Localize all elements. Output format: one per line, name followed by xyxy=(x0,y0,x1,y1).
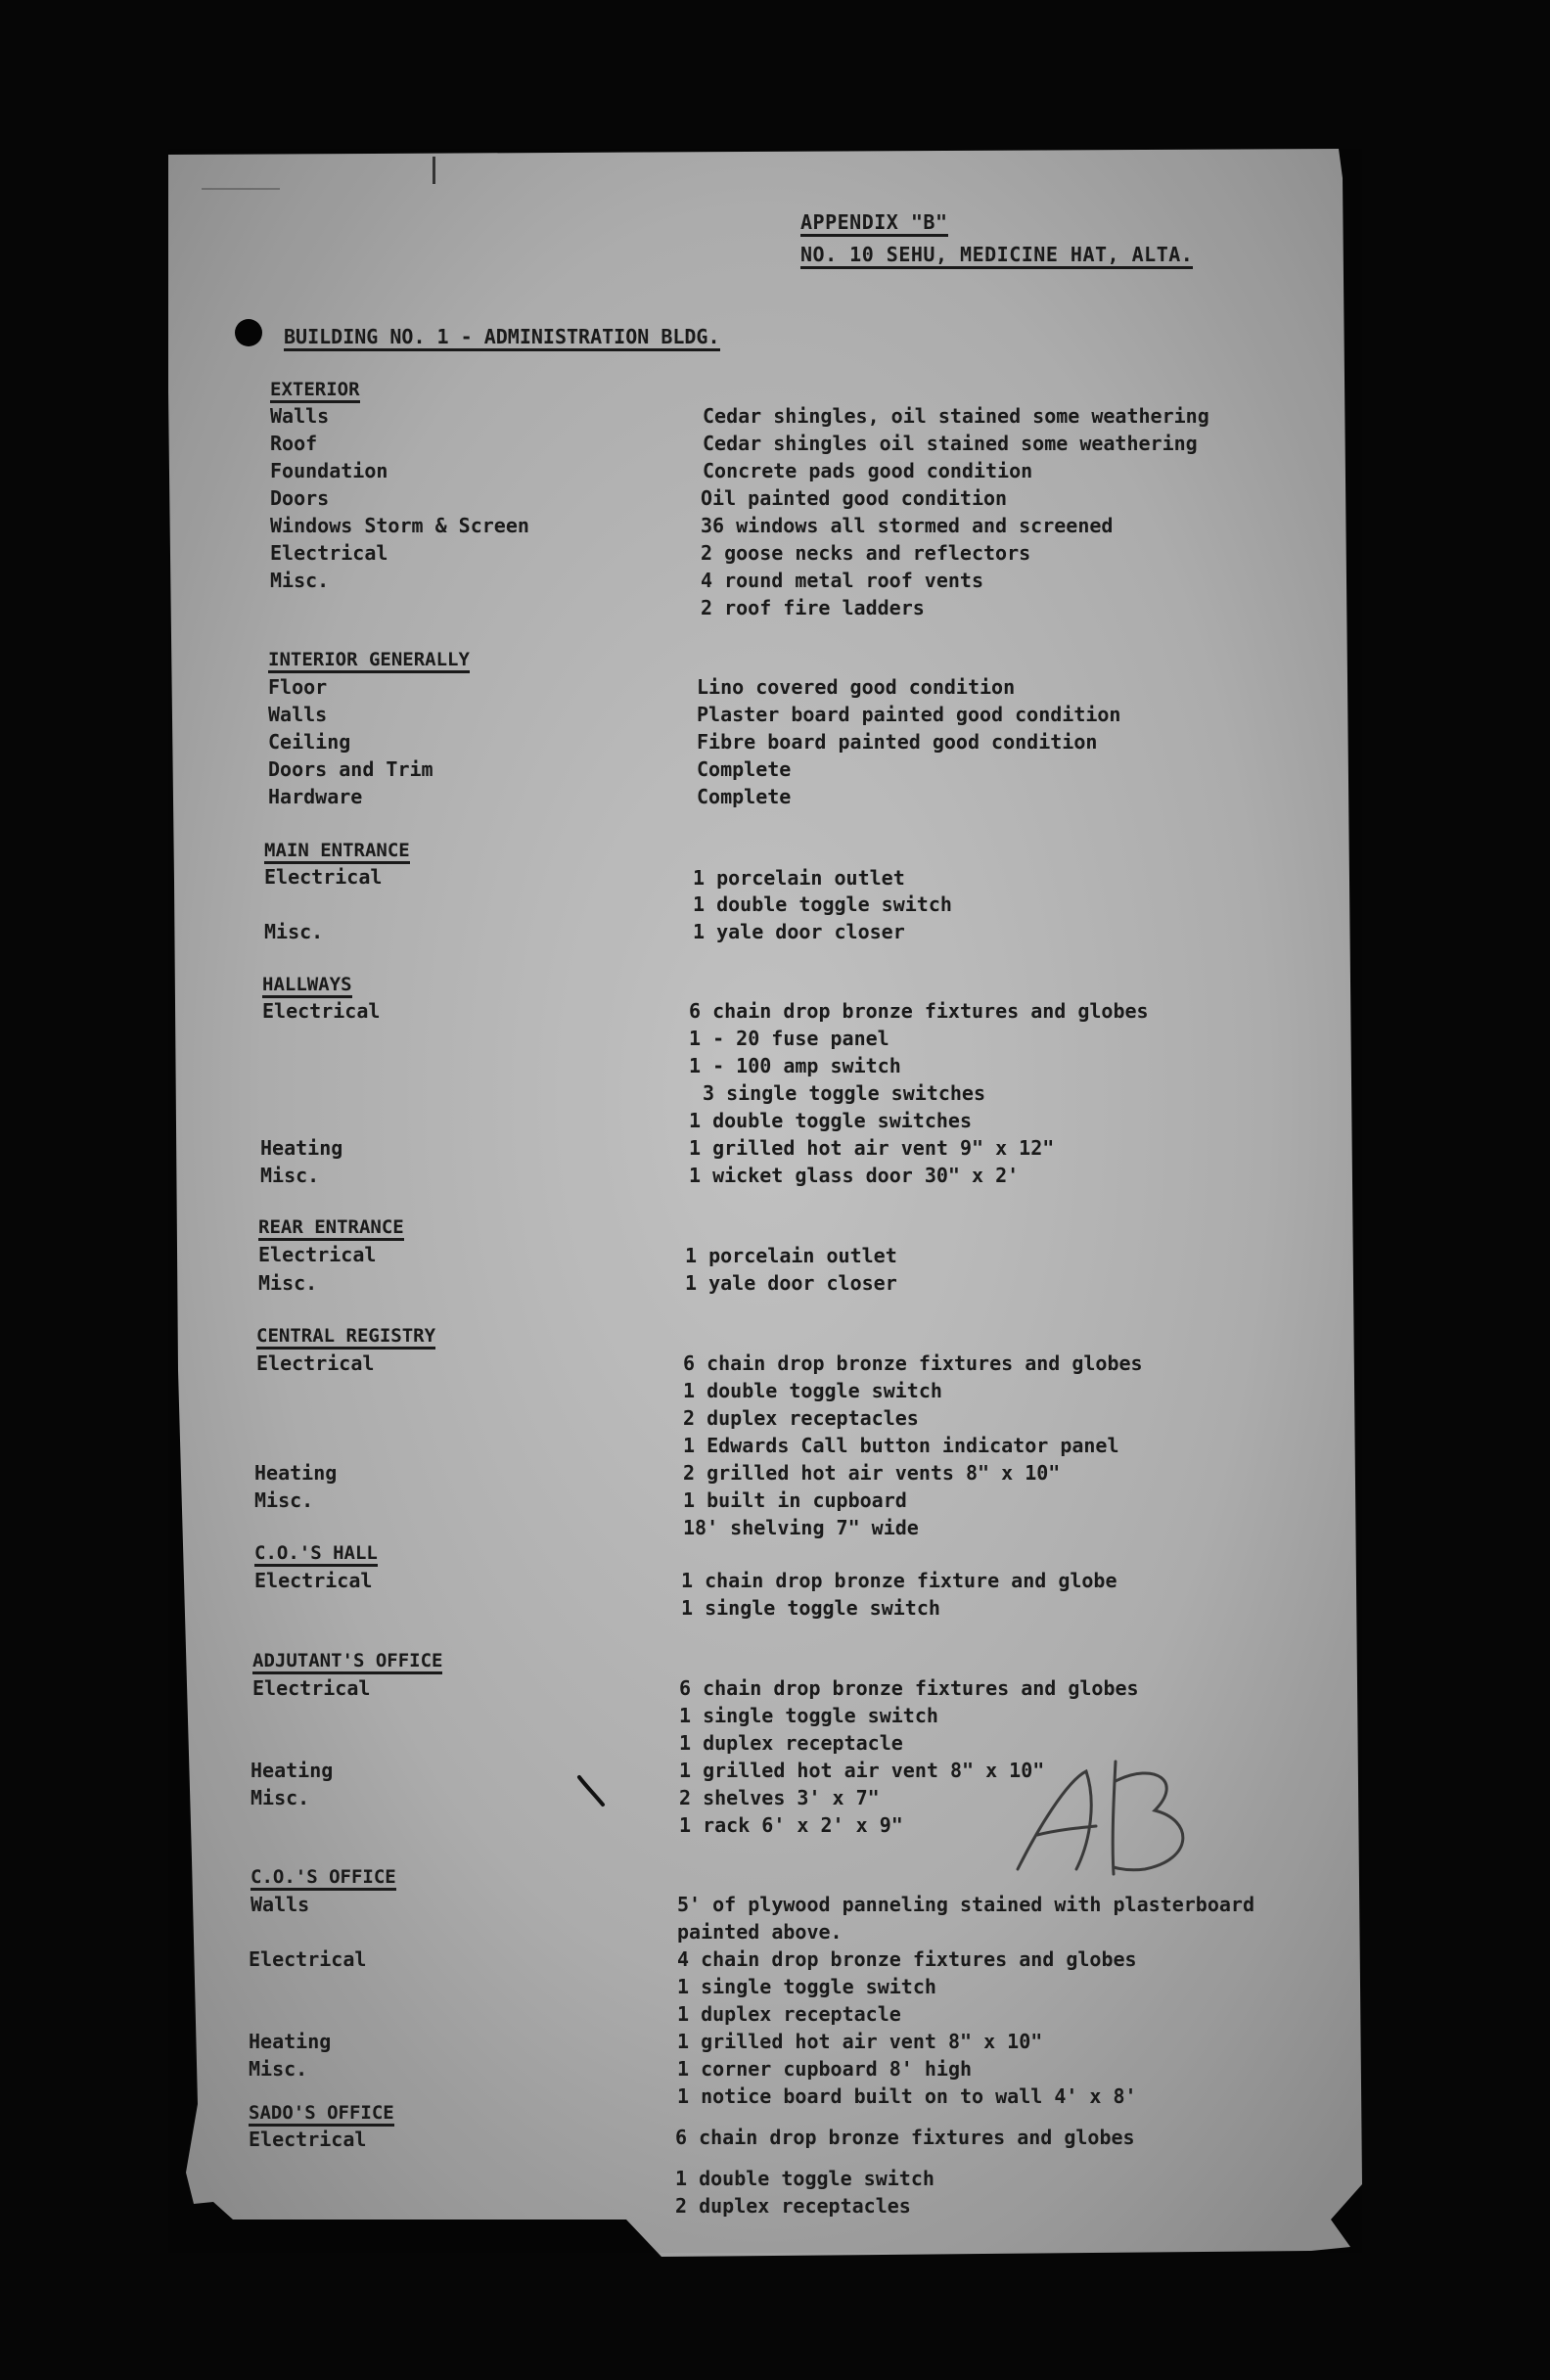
row-value: 4 chain drop bronze fixtures and globes xyxy=(677,1947,1137,1971)
section-heading: SADO'S OFFICE xyxy=(249,2102,394,2127)
row-label: Misc. xyxy=(270,569,330,592)
row-value: 1 double toggle switches xyxy=(689,1109,972,1132)
row-label: Heating xyxy=(254,1461,338,1485)
row-value: Cedar shingles oil stained some weathering xyxy=(703,432,1198,455)
row-label: Electrical xyxy=(270,541,388,565)
row-label: Electrical xyxy=(262,999,381,1023)
row-value: 1 yale door closer xyxy=(693,920,905,943)
building-title: BUILDING NO. 1 - ADMINISTRATION BLDG. xyxy=(284,325,720,351)
appendix-title: APPENDIX "B" xyxy=(800,210,948,237)
row-label: Heating xyxy=(251,1759,334,1782)
row-value: 18' shelving 7" wide xyxy=(683,1516,919,1539)
row-value: 5' of plywood panneling stained with plasterboard xyxy=(677,1893,1255,1916)
row-value: 1 duplex receptacle xyxy=(679,1731,903,1755)
row-label: Electrical xyxy=(264,865,383,889)
row-value: 2 shelves 3' x 7" xyxy=(679,1786,880,1809)
section-heading: INTERIOR GENERALLY xyxy=(268,649,470,673)
row-label: Doors xyxy=(270,486,330,510)
row-label: Misc. xyxy=(264,920,324,943)
row-value: 6 chain drop bronze fixtures and globes xyxy=(675,2126,1135,2149)
row-value: Complete xyxy=(697,757,792,781)
row-label: Misc. xyxy=(260,1164,320,1187)
section-heading: C.O.'S HALL xyxy=(254,1542,378,1567)
row-value: 6 chain drop bronze fixtures and globes xyxy=(689,999,1149,1023)
punch-hole xyxy=(235,319,262,346)
row-label: Doors and Trim xyxy=(268,757,433,781)
row-value: 1 double toggle switch xyxy=(683,1379,942,1402)
row-value: 1 porcelain outlet xyxy=(693,866,905,890)
row-value: 1 notice board built on to wall 4' x 8' xyxy=(677,2084,1137,2108)
row-value: 1 grilled hot air vent 9" x 12" xyxy=(689,1136,1055,1160)
section-heading: MAIN ENTRANCE xyxy=(264,840,410,864)
row-value: painted above. xyxy=(677,1920,843,1944)
row-label: Walls xyxy=(251,1893,310,1916)
row-value: 1 single toggle switch xyxy=(679,1704,938,1727)
row-label: Walls xyxy=(270,404,330,428)
section-heading: EXTERIOR xyxy=(270,379,360,403)
section-heading: C.O.'S OFFICE xyxy=(251,1866,396,1891)
row-value: 1 grilled hot air vent 8" x 10" xyxy=(679,1759,1045,1782)
row-value: 1 double toggle switch xyxy=(675,2167,935,2190)
row-value: 2 duplex receptacles xyxy=(683,1406,919,1430)
row-value: Plaster board painted good condition xyxy=(697,703,1121,726)
row-label: Electrical xyxy=(249,1947,367,1971)
row-label: Hardware xyxy=(268,785,363,808)
row-label: Windows Storm & Screen xyxy=(270,514,529,537)
row-value: 1 yale door closer xyxy=(685,1271,897,1295)
row-value: 1 duplex receptacle xyxy=(677,2002,901,2026)
row-label: Electrical xyxy=(252,1676,371,1700)
row-value: 1 double toggle switch xyxy=(693,892,952,916)
row-value: 1 porcelain outlet xyxy=(685,1244,897,1267)
section-heading: ADJUTANT'S OFFICE xyxy=(252,1650,442,1674)
row-value: Fibre board painted good condition xyxy=(697,730,1098,754)
ink-mark xyxy=(575,1771,634,1830)
row-label: Misc. xyxy=(254,1488,314,1512)
row-value: 1 single toggle switch xyxy=(681,1596,940,1620)
row-value: 2 goose necks and reflectors xyxy=(701,541,1031,565)
row-value: 1 rack 6' x 2' x 9" xyxy=(679,1813,903,1837)
section-heading: CENTRAL REGISTRY xyxy=(256,1325,435,1350)
row-value: 4 round metal roof vents xyxy=(701,569,983,592)
row-label: Heating xyxy=(260,1136,343,1160)
row-value: 1 chain drop bronze fixture and globe xyxy=(681,1569,1117,1592)
row-value: 1 single toggle switch xyxy=(677,1975,936,1998)
row-label: Ceiling xyxy=(268,730,351,754)
row-value: 1 grilled hot air vent 8" x 10" xyxy=(677,2030,1043,2053)
row-value: 1 built in cupboard xyxy=(683,1488,907,1512)
row-value: 1 - 20 fuse panel xyxy=(689,1027,889,1050)
row-label: Walls xyxy=(268,703,328,726)
row-value: 1 corner cupboard 8' high xyxy=(677,2057,973,2081)
row-label: Misc. xyxy=(251,1786,310,1809)
row-value: Oil painted good condition xyxy=(701,486,1008,510)
row-value: Cedar shingles, oil stained some weathering xyxy=(703,404,1209,428)
row-value: Lino covered good condition xyxy=(697,675,1016,699)
handwritten-initials xyxy=(998,1742,1213,1889)
row-value: 1 Edwards Call button indicator panel xyxy=(683,1434,1119,1457)
row-value: 2 duplex receptacles xyxy=(675,2194,911,2218)
row-label: Electrical xyxy=(256,1351,375,1375)
section-heading: HALLWAYS xyxy=(262,974,352,998)
row-label: Misc. xyxy=(258,1271,318,1295)
row-value: 1 - 100 amp switch xyxy=(689,1054,901,1077)
row-label: Heating xyxy=(249,2030,332,2053)
row-label: Roof xyxy=(270,432,318,455)
row-value: 36 windows all stormed and screened xyxy=(701,514,1114,537)
row-value: 6 chain drop bronze fixtures and globes xyxy=(683,1351,1143,1375)
row-value: 6 chain drop bronze fixtures and globes xyxy=(679,1676,1139,1700)
row-label: Floor xyxy=(268,675,328,699)
row-label: Electrical xyxy=(254,1569,373,1592)
row-label: Foundation xyxy=(270,459,388,482)
row-value: 2 grilled hot air vents 8" x 10" xyxy=(683,1461,1061,1485)
row-value: 3 single toggle switches xyxy=(703,1081,985,1105)
row-value: Complete xyxy=(697,785,792,808)
section-heading: REAR ENTRANCE xyxy=(258,1216,404,1241)
row-label: Electrical xyxy=(249,2128,367,2151)
row-value: Concrete pads good condition xyxy=(703,459,1033,482)
row-label: Misc. xyxy=(249,2057,308,2081)
row-value: 2 roof fire ladders xyxy=(701,596,925,619)
row-value: 1 wicket glass door 30" x 2' xyxy=(689,1164,1020,1187)
unit-title: NO. 10 SEHU, MEDICINE HAT, ALTA. xyxy=(800,243,1193,269)
row-label: Electrical xyxy=(258,1243,377,1266)
